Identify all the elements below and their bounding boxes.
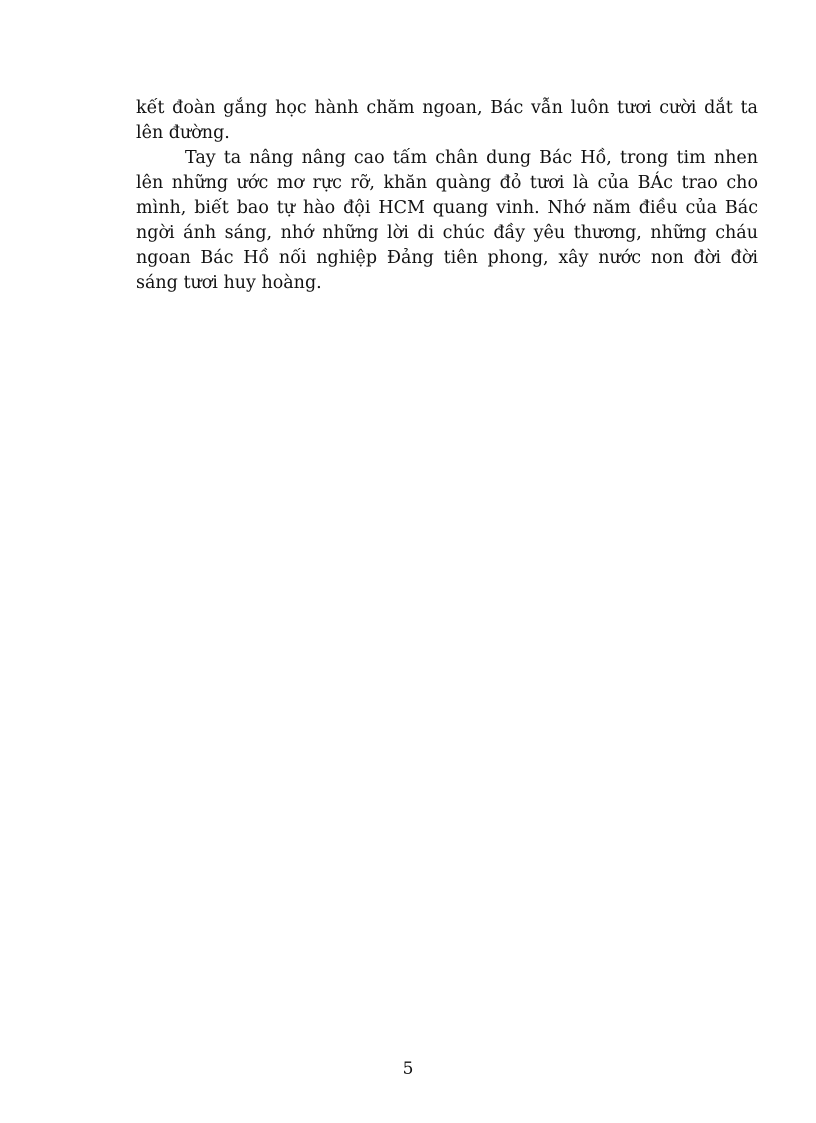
text-line: Tay ta nâng nâng cao tấm chân dung Bác Hồ, trong tim nhen [185, 148, 758, 168]
text-line: ngời ánh sáng, nhớ những lời di chúc đầy yêu thương, những cháu [136, 223, 758, 243]
text-line: kết đoàn gắng học hành chăm ngoan, Bác vẫn luôn tươi cười dắt ta [136, 98, 758, 118]
text-line: ngoan Bác Hồ nối nghiệp Đảng tiên phong, xây nước non đời đời [136, 248, 758, 268]
paragraph [136, 146, 758, 296]
paragraph [136, 96, 758, 146]
page-number: 5 [402, 1059, 414, 1079]
body-text [136, 96, 758, 296]
text-line: sáng tươi huy hoàng. [136, 273, 322, 293]
text-line: lên đường. [136, 123, 230, 143]
text-line: lên những ước mơ rực rỡ, khăn quàng đỏ tươi là của BÁc trao cho [136, 173, 758, 193]
text-line: mình, biết bao tự hào đội HCM quang vinh. Nhớ năm điều của Bác [136, 198, 758, 218]
